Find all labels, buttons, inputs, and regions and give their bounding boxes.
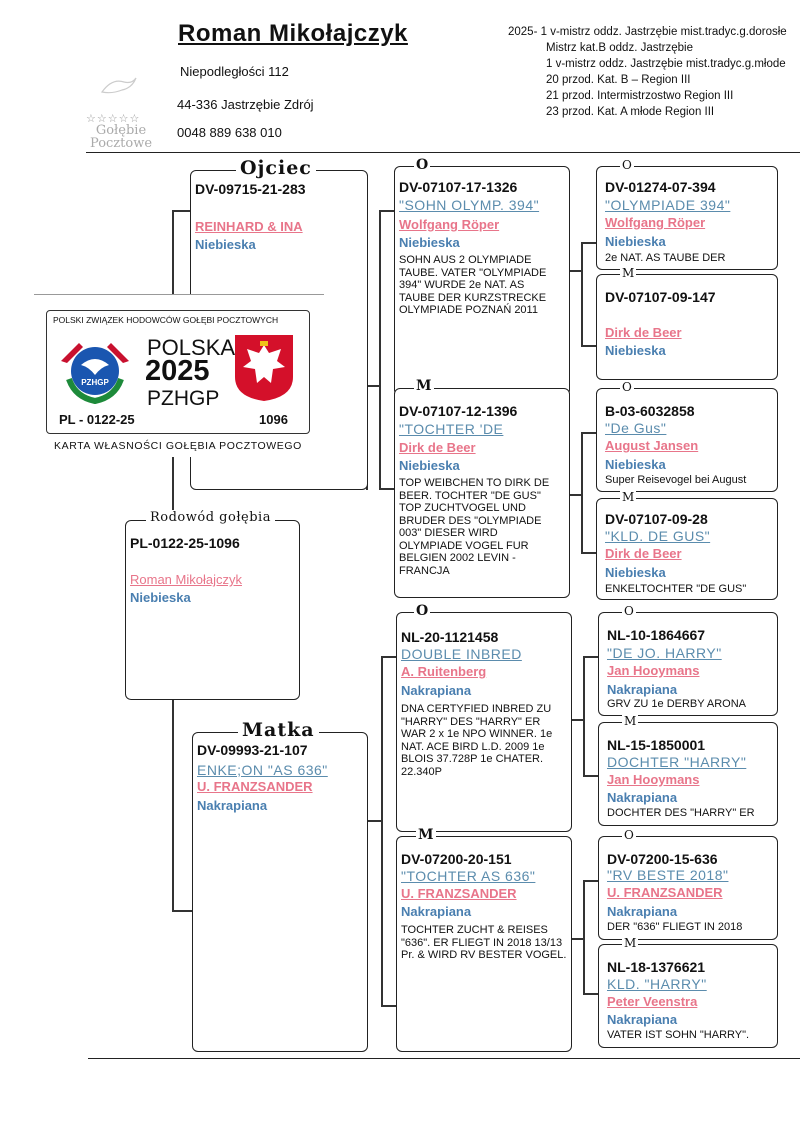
mm-sire-name: "RV BESTE 2018"	[607, 867, 729, 883]
mm-dam-breeder: Peter Veenstra	[607, 994, 698, 1009]
father-breeder: REINHARD & INA	[195, 219, 303, 234]
card-org: POLSKI ZWIĄZEK HODOWCÓW GOŁĘBI POCZTOWYCH	[53, 315, 279, 325]
tag-o: O	[416, 157, 429, 173]
mother-sire-name: DOUBLE INBRED	[401, 646, 522, 662]
tag-m: M	[622, 266, 635, 280]
card-ring: PL - 0122-25	[59, 412, 135, 427]
mother-dam-name: "TOCHTER AS 636"	[401, 868, 536, 884]
tag-m: M	[622, 490, 635, 504]
owner-city: 44-336 Jastrzębie Zdrój	[177, 97, 314, 112]
mf-sire-notes: GRV ZU 1e DERBY ARONA	[607, 698, 746, 710]
father-color: Niebieska	[195, 237, 256, 252]
card-number: 1096	[259, 412, 288, 427]
achievement-item: 23 przod. Kat. A młode Region III	[546, 106, 715, 118]
fm-dam-card[interactable]	[596, 498, 778, 600]
svg-text:PZHGP: PZHGP	[81, 378, 109, 387]
fm-dam-ring: DV-07107-09-28	[605, 511, 708, 527]
pzhgp-logo-icon	[55, 331, 135, 405]
mf-dam-ring: NL-15-1850001	[607, 737, 706, 753]
fm-dam-breeder: Dirk de Beer	[605, 546, 682, 561]
mf-sire-ring: NL-10-1864667	[607, 627, 706, 643]
mother-dam-breeder: U. FRANZSANDER	[401, 886, 517, 901]
father-dam-card[interactable]	[394, 388, 570, 598]
mm-sire-card[interactable]	[598, 836, 778, 940]
ff-sire-ring: DV-01274-07-394	[605, 179, 716, 195]
logo-stars: ☆☆☆☆☆	[86, 112, 141, 125]
father-dam-ring: DV-07107-12-1396	[399, 403, 518, 419]
mother-sire-color: Nakrapiana	[401, 683, 472, 698]
father-sire-breeder: Wolfgang Röper	[399, 217, 500, 232]
mother-sire-card[interactable]	[396, 612, 572, 832]
achievement-item: 21 przod. Intermistrzostwo Region III	[546, 90, 734, 102]
mf-sire-card[interactable]	[598, 612, 778, 716]
pedigree-heading: Rodowód gołębia	[146, 510, 275, 525]
ff-dam-breeder: Dirk de Beer	[605, 325, 682, 340]
father-heading: Ojciec	[236, 157, 316, 179]
fm-sire-notes: Super Reisevogel bei August	[605, 474, 747, 486]
tag-o: O	[622, 380, 632, 394]
tag-m: M	[624, 936, 637, 950]
father-sire-name: "SOHN OLYMP. 394"	[399, 197, 540, 213]
mf-sire-breeder: Jan Hooymans	[607, 663, 700, 678]
mf-dam-notes: DOCHTER DES "HARRY" ER	[607, 807, 755, 819]
achievements-list	[508, 24, 787, 120]
fm-dam-color: Niebieska	[605, 565, 666, 580]
fm-sire-name: "De Gus"	[605, 420, 667, 436]
mf-dam-color: Nakrapiana	[607, 790, 678, 805]
mother-dam-card[interactable]	[396, 836, 572, 1052]
subject-ring: PL-0122-25-1096	[130, 535, 240, 551]
logo-line-2: Pocztowe	[89, 136, 153, 151]
logo-text	[86, 124, 156, 150]
mf-sire-color: Nakrapiana	[607, 682, 678, 697]
father-dam-notes: TOP WEIBCHEN TO DIRK DE BEER. TOCHTER "DE GUS" TOP ZUCHTVOGEL UND BRUDER DES "OLYMPIADE 003" DIESER WIRD OLYMPIADE VOGEL FUR BELGIEN 2002 LEVIN - FRANCJA	[399, 477, 550, 577]
mother-color: Nakrapiana	[197, 798, 268, 813]
mother-sire-breeder: A. Ruitenberg	[401, 664, 487, 679]
owner-street: Niepodległości 112	[180, 64, 289, 79]
father-sire-ring: DV-07107-17-1326	[399, 179, 518, 195]
mm-dam-card[interactable]	[598, 944, 778, 1048]
father-sire-card[interactable]	[394, 166, 570, 396]
mf-dam-name: DOCHTER "HARRY"	[607, 754, 747, 770]
ff-sire-breeder: Wolfgang Röper	[605, 215, 706, 230]
fm-dam-name: "KLD. DE GUS"	[605, 528, 711, 544]
mm-dam-ring: NL-18-1376621	[607, 959, 706, 975]
mother-card[interactable]	[192, 732, 368, 1052]
mm-dam-color: Nakrapiana	[607, 1012, 678, 1027]
father-dam-breeder: Dirk de Beer	[399, 440, 476, 455]
card-caption: KARTA WŁASNOŚCI GOŁĘBIA POCZTOWEGO	[54, 440, 302, 452]
mother-ring: DV-09993-21-107	[197, 742, 308, 758]
tag-o: O	[624, 604, 634, 618]
mother-dam-ring: DV-07200-20-151	[401, 851, 512, 867]
tag-m: M	[624, 714, 637, 728]
tag-m: M	[416, 378, 432, 394]
mother-sire-ring: NL-20-1121458	[401, 629, 499, 645]
mother-breeder: U. FRANZSANDER	[197, 779, 313, 794]
subject-breeder: Roman Mikołajczyk	[130, 572, 242, 587]
fm-sire-card[interactable]	[596, 388, 778, 492]
subject-card[interactable]	[125, 520, 300, 700]
ff-dam-ring: DV-07107-09-147	[605, 289, 716, 305]
owner-phone: 0048 889 638 010	[177, 125, 282, 140]
achievement-item: 2025- 1 v-mistrz oddz. Jastrzębie mist.tradyc.g.dorosłe	[508, 26, 787, 38]
polish-eagle-icon	[233, 333, 295, 403]
mm-sire-color: Nakrapiana	[607, 904, 678, 919]
pigeon-logo-icon	[98, 72, 138, 100]
mother-name: ENKE;ON "AS 636"	[197, 762, 328, 778]
mother-sire-notes: DNA CERTYFIED INBRED ZU "HARRY" DES "HARRY" ER WAR 2 x 1e NPO WINNER. 1e NAT. ACE BIRD L.D. 2009 1e BLOIS 37.728P 1e CHATER. 22.340P	[401, 703, 553, 778]
father-dam-name: "TOCHTER 'DE	[399, 421, 504, 437]
tag-o: O	[624, 828, 634, 842]
card-country: POLSKA	[147, 335, 236, 360]
mm-sire-ring: DV-07200-15-636	[607, 851, 718, 867]
owner-name: Roman Mikołajczyk	[178, 20, 408, 47]
father-ring: DV-09715-21-283	[195, 181, 306, 197]
mm-sire-notes: DER "636" FLIEGT IN 2018	[607, 921, 743, 933]
ff-dam-card[interactable]	[596, 274, 778, 380]
tag-o: O	[622, 158, 632, 172]
mf-dam-card[interactable]	[598, 722, 778, 826]
achievement-item: Mistrz kat.B oddz. Jastrzębie	[546, 42, 693, 54]
mother-dam-color: Nakrapiana	[401, 904, 472, 919]
mf-dam-breeder: Jan Hooymans	[607, 772, 700, 787]
father-sire-notes: SOHN AUS 2 OLYMPIADE TAUBE. VATER "OLYMPIADE 394" WURDE 2e NAT. AS TAUBE DER KURZSTRECKE OLYMPIADE POZNAŃ 2011	[399, 254, 547, 316]
footer-divider	[88, 1058, 800, 1059]
mf-sire-name: "DE JO. HARRY"	[607, 645, 722, 661]
ff-dam-color: Niebieska	[605, 343, 666, 358]
subject-color: Niebieska	[130, 590, 191, 605]
tag-o: O	[416, 603, 429, 619]
fm-sire-color: Niebieska	[605, 457, 666, 472]
ff-sire-card[interactable]	[596, 166, 778, 270]
ff-sire-name: "OLYMPIADE 394"	[605, 197, 731, 213]
logo-line-1: Gołębie	[95, 123, 147, 138]
tag-m: M	[418, 827, 434, 843]
ff-sire-color: Niebieska	[605, 234, 666, 249]
fm-sire-breeder: August Jansen	[605, 438, 699, 453]
card-year: 2025	[145, 355, 210, 387]
mm-sire-breeder: U. FRANZSANDER	[607, 885, 723, 900]
header-divider	[86, 152, 800, 153]
ownership-card-inner	[46, 310, 310, 434]
father-dam-color: Niebieska	[399, 458, 460, 473]
fm-dam-notes: ENKELTOCHTER "DE GUS"	[605, 583, 747, 595]
mm-dam-notes: VATER IST SOHN "HARRY".	[607, 1029, 750, 1041]
ff-sire-notes: 2e NAT. AS TAUBE DER	[605, 252, 726, 264]
card-abbr: PZHGP	[147, 387, 220, 410]
father-sire-color: Niebieska	[399, 235, 460, 250]
achievement-item: 1 v-mistrz oddz. Jastrzębie mist.tradyc.g.młode	[546, 58, 786, 70]
achievement-item: 20 przod. Kat. B – Region III	[546, 74, 691, 86]
mother-dam-notes: TOCHTER ZUCHT & REISES "636". ER FLIEGT IN 2018 13/13 Pr. & WIRD RV BESTER VOGEL.	[401, 924, 567, 961]
mother-heading: Matka	[238, 719, 319, 741]
fm-sire-ring: B-03-6032858	[605, 403, 695, 419]
mm-dam-name: KLD. "HARRY"	[607, 976, 707, 992]
